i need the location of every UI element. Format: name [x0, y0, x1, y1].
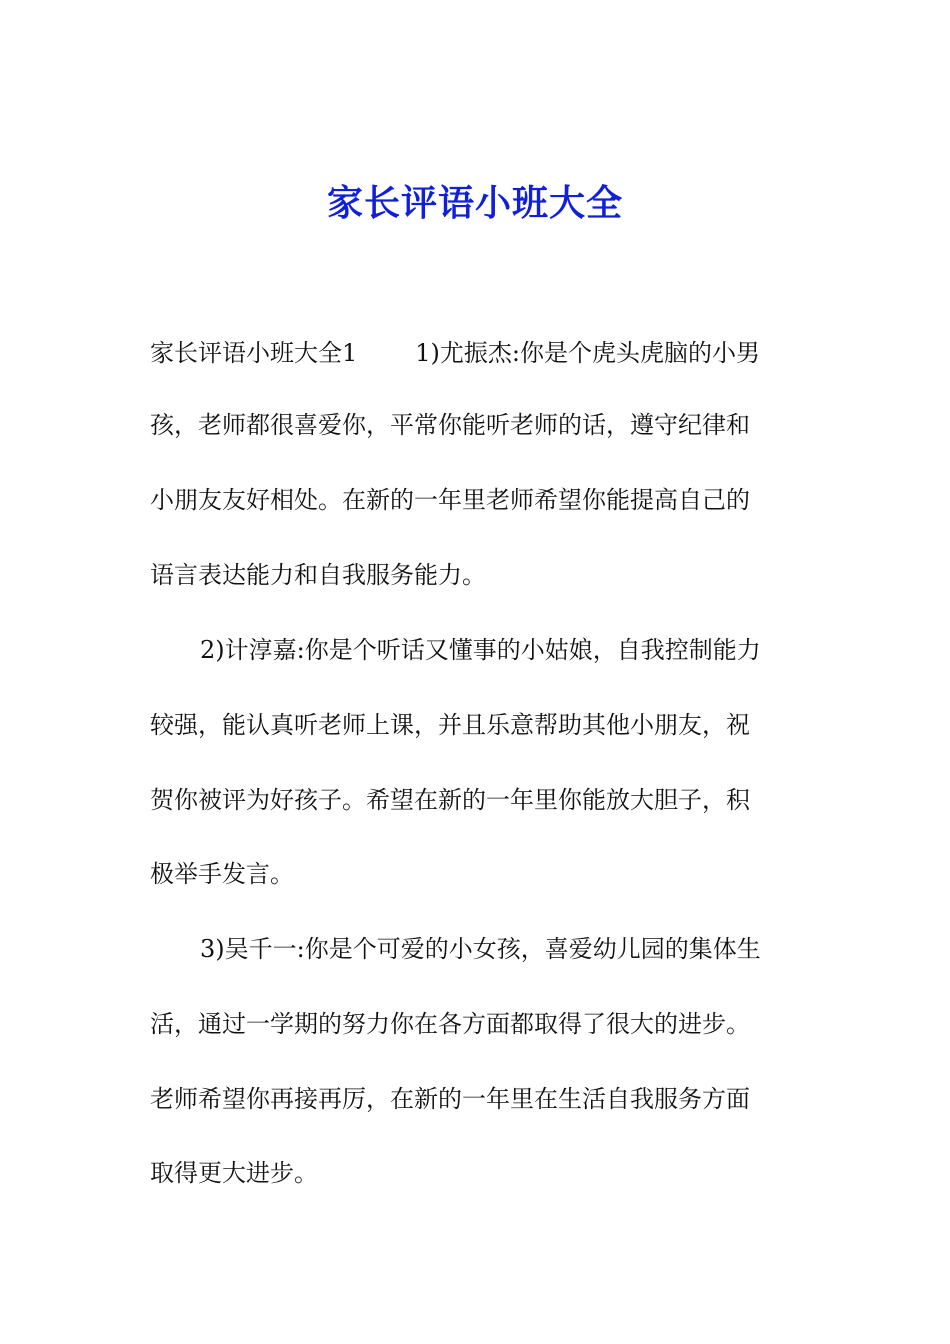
paragraph-3-line-3: 老师希望你再接再厉，在新的一年里在生活自我服务方面	[150, 1085, 750, 1113]
section-heading: 家长评语小班大全1	[150, 339, 358, 367]
paragraph-3-line-1: 3)吴千一:你是个可爱的小女孩，喜爱幼儿园的集体生	[200, 935, 761, 963]
paragraph-2-line-2: 较强，能认真听老师上课，并且乐意帮助其他小朋友，祝	[150, 711, 750, 739]
paragraph-1-line-1	[150, 336, 810, 370]
paragraph-1-text-1: 1)尤振杰:你是个虎头虎脑的小男	[415, 339, 760, 367]
paragraph-2-line-4: 极举手发言。	[150, 860, 294, 888]
paragraph-2-line-3: 贺你被评为好孩子。希望在新的一年里你能放大胆子，积	[150, 786, 750, 814]
paragraph-1-line-3: 小朋友友好相处。在新的一年里老师希望你能提高自己的	[150, 486, 750, 514]
paragraph-3-line-4: 取得更大进步。	[150, 1159, 318, 1187]
document-title: 家长评语小班大全	[326, 182, 623, 224]
paragraph-1-line-4: 语言表达能力和自我服务能力。	[150, 561, 486, 589]
paragraph-3-line-2: 活，通过一学期的努力你在各方面都取得了很大的进步。	[150, 1010, 750, 1038]
paragraph-2-line-1: 2)计淳嘉:你是个听话又懂事的小姑娘，自我控制能力	[200, 636, 761, 664]
paragraph-1-line-2: 孩，老师都很喜爱你，平常你能听老师的话，遵守纪律和	[150, 411, 750, 439]
